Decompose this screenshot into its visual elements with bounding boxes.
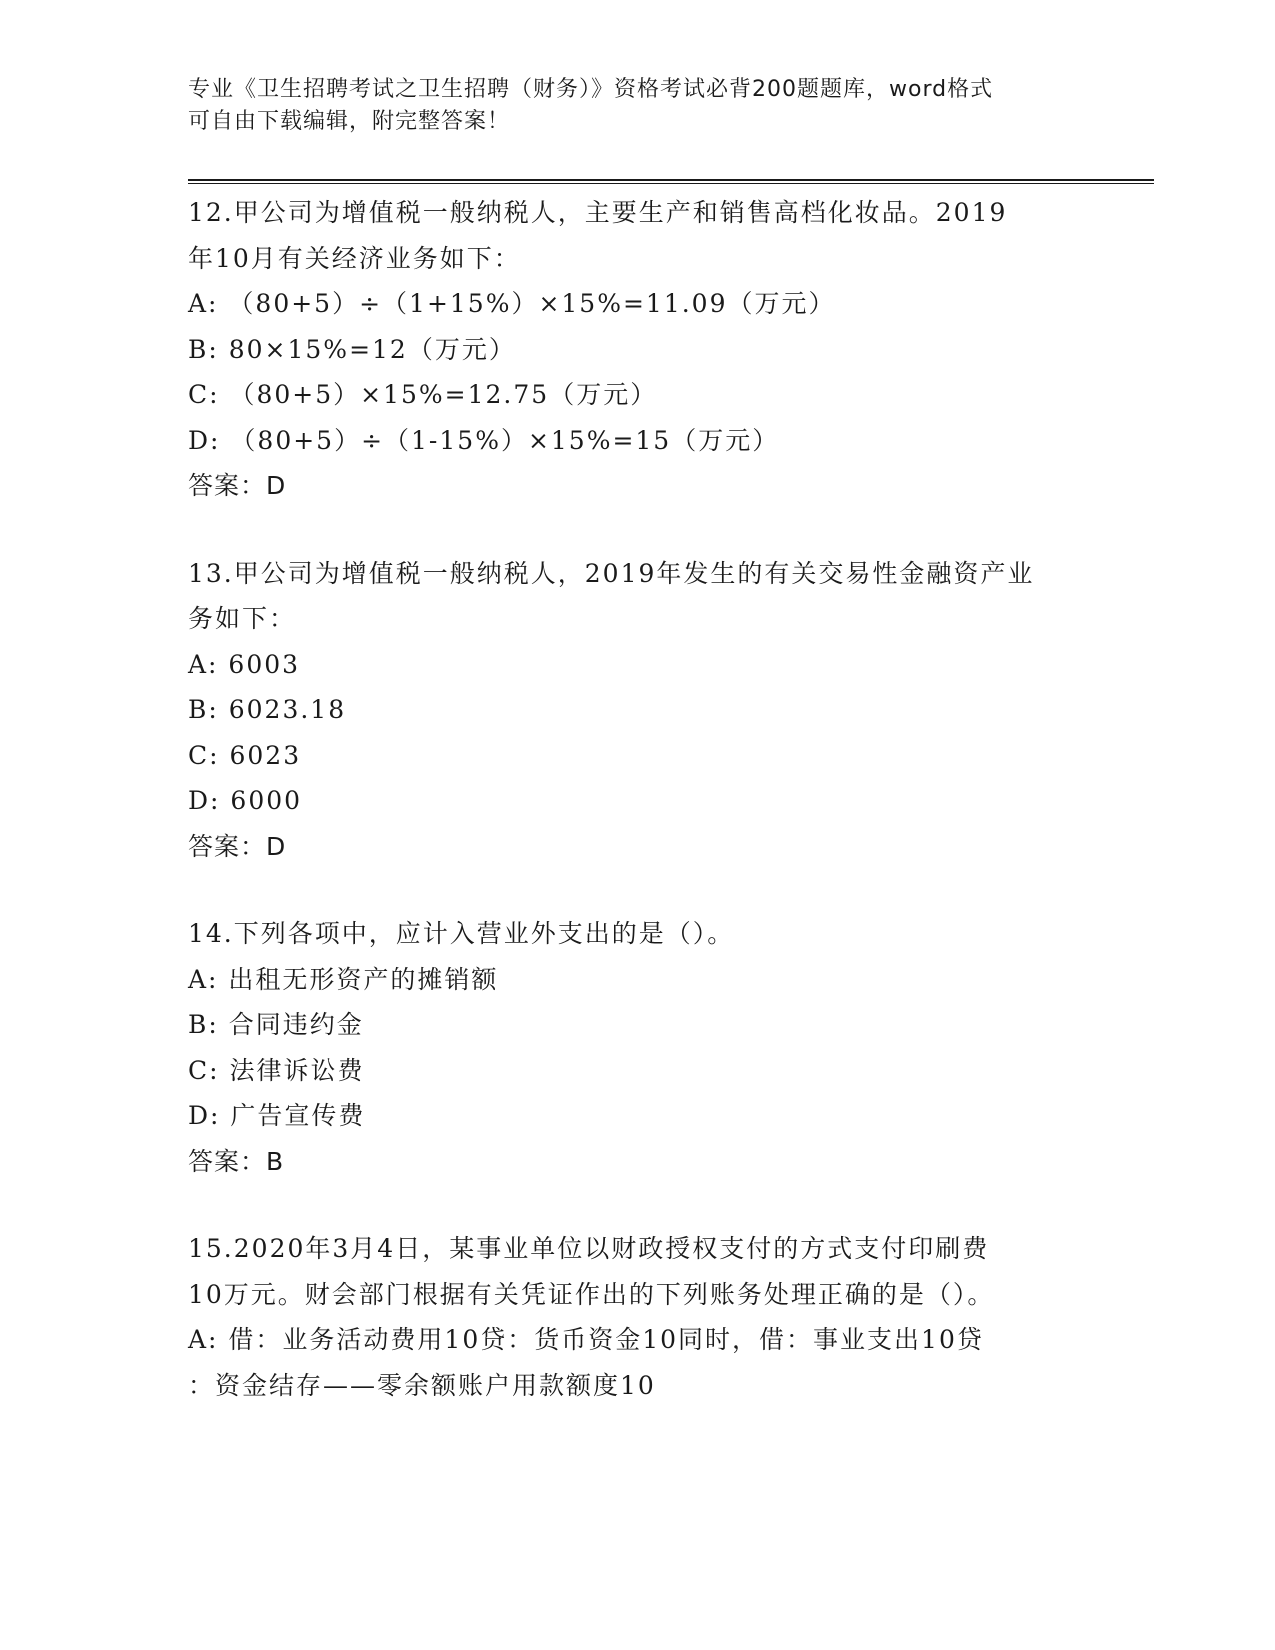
- question-stem-line: 12.甲公司为增值税一般纳税人，主要生产和销售高档化妆品。2019: [188, 198, 1008, 227]
- option-b: B: 合同违约金: [188, 1010, 364, 1039]
- question-12: [188, 190, 1108, 509]
- question-stem-line: 务如下：: [188, 604, 297, 633]
- answer-label: 答案：B: [188, 1146, 285, 1176]
- question-stem-line: 10万元。财会部门根据有关凭证作出的下列账务处理正确的是（）。: [188, 1279, 995, 1309]
- question-15: [188, 1226, 1108, 1408]
- option-c: C: 法律诉讼费: [188, 1055, 365, 1085]
- question-list: [188, 190, 1108, 1450]
- option-b: B: 80×15%=12（万元）: [188, 334, 516, 364]
- option-a: A: 借：业务活动费用10贷：货币资金10同时，借：事业支出10贷: [188, 1325, 984, 1354]
- question-14: [188, 911, 1108, 1184]
- option-d: D: 6000: [188, 786, 303, 815]
- answer-label: 答案：D: [188, 831, 287, 861]
- option-d: D: 广告宣传费: [188, 1101, 366, 1130]
- question-13: [188, 551, 1108, 870]
- option-a-continued: ：资金结存——零余额账户用款额度10: [188, 1370, 656, 1400]
- option-a: A: 6003: [188, 649, 301, 679]
- header-line-1: 专业《卫生招聘考试之卫生招聘（财务）》资格考试必背200题题库，word格式: [188, 77, 994, 102]
- answer-label: 答案：D: [188, 471, 287, 500]
- option-a: A: （80+5）÷（1+15%）×15%=11.09（万元）: [188, 289, 836, 318]
- header-rule-thick: [188, 179, 1154, 181]
- header-rule-thin: [188, 183, 1154, 184]
- document-header: [188, 74, 1088, 138]
- header-line-2: 可自由下载编辑，附完整答案！: [188, 109, 511, 134]
- option-a: A: 出租无形资产的摊销额: [188, 964, 499, 994]
- question-stem-line: 14.下列各项中，应计入营业外支出的是（）。: [188, 919, 735, 948]
- question-stem-line: 年10月有关经济业务如下：: [188, 243, 521, 273]
- option-c: C: 6023: [188, 740, 302, 770]
- option-d: D: （80+5）÷（1-15%）×15%=15（万元）: [188, 425, 780, 455]
- option-b: B: 6023.18: [188, 695, 347, 724]
- option-c: C: （80+5）×15%=12.75（万元）: [188, 380, 658, 409]
- question-stem-line: 13.甲公司为增值税一般纳税人，2019年发生的有关交易性金融资产业: [188, 558, 1035, 588]
- question-stem-line: 15.2020年3月4日，某事业单位以财政授权支付的方式支付印刷费: [188, 1234, 990, 1263]
